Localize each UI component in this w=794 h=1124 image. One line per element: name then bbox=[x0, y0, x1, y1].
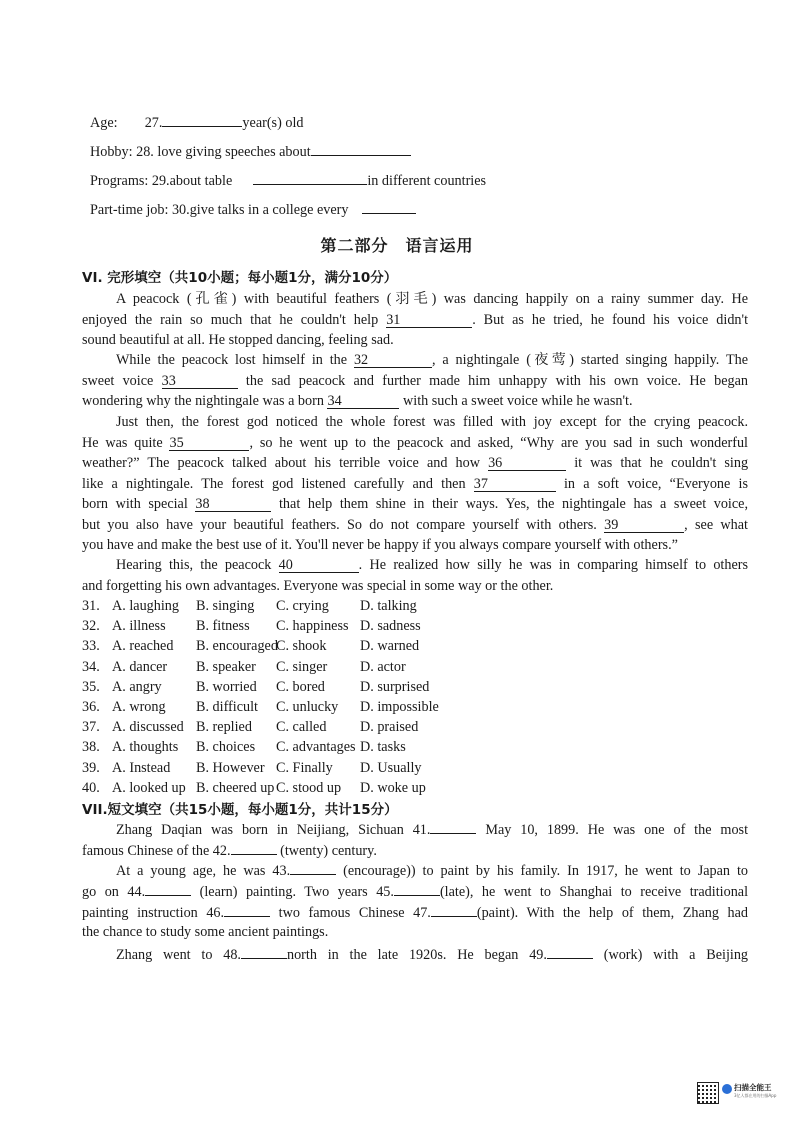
answer-choice[interactable]: D. talking bbox=[360, 598, 417, 614]
job-line: Part-time job: 30.give talks in a college every bbox=[90, 199, 416, 220]
answer-choice[interactable]: B. speaker bbox=[196, 658, 256, 675]
answer-choice[interactable]: B. replied bbox=[196, 719, 252, 736]
option-row bbox=[82, 697, 439, 717]
text-line: A peacock (孔雀) with beautiful feathers (羽毛) was dancing happily on a rainy summer day. He bbox=[116, 291, 748, 307]
answer-choice[interactable]: D. impossible bbox=[360, 699, 439, 715]
answer-choice[interactable]: C. called bbox=[276, 719, 327, 736]
answer-choice[interactable]: B. However bbox=[196, 759, 265, 776]
question-number: 32. bbox=[82, 618, 100, 635]
answer-choice[interactable]: C. stood up bbox=[276, 779, 342, 796]
text-line: He was quite 35 , so he went up to the peacock and asked, “Why are you sad in such wonderful bbox=[82, 435, 749, 451]
answer-choice[interactable]: B. choices bbox=[196, 739, 256, 756]
text-line: wondering why the nightingale was a born 34 with such a sweet voice while he wasn't. bbox=[82, 393, 633, 409]
answer-choice[interactable]: D. praised bbox=[360, 719, 419, 736]
blank-33[interactable]: 33 bbox=[162, 374, 238, 389]
option-row bbox=[82, 616, 421, 636]
question-number: 36. bbox=[82, 699, 100, 715]
age-label: Age: bbox=[90, 115, 118, 131]
text-line: sound beautiful at all. He stopped dancing, feeling sad. bbox=[82, 332, 394, 348]
answer-choice[interactable]: C. Finally bbox=[276, 759, 333, 776]
section7-title: VII.短文填空（共15小题，每小题1分，共计15分） bbox=[82, 802, 398, 818]
option-row bbox=[82, 758, 421, 778]
answer-choice[interactable]: D. surprised bbox=[360, 678, 430, 695]
text-line: famous Chinese of the 42. (twenty) century. bbox=[82, 840, 748, 862]
answer-choice[interactable]: A. dancer bbox=[112, 658, 168, 675]
text-line: weather?” The peacock talked about his terrible voice and how 36 it was that he couldn't sing bbox=[82, 455, 749, 471]
blank-39[interactable]: 39 bbox=[604, 518, 684, 533]
answer-choice[interactable]: B. singing bbox=[196, 598, 255, 614]
blank-46[interactable] bbox=[224, 902, 270, 917]
answer-choice[interactable]: C. bored bbox=[276, 678, 325, 695]
answer-choice[interactable]: C. advantages bbox=[276, 739, 356, 756]
answer-choice[interactable]: C. crying bbox=[276, 598, 329, 614]
answer-choice[interactable]: A. wrong bbox=[112, 699, 166, 715]
answer-choice[interactable]: A. reached bbox=[112, 638, 174, 655]
text-line: you have and make the best use of it. You'll never be happy if you always compare yourself with others.” bbox=[82, 537, 678, 553]
section6-title: VI. 完形填空（共10小题；每小题1分，满分10分） bbox=[82, 270, 398, 286]
hobby-line: Hobby: 28. love giving speeches about bbox=[90, 141, 411, 162]
question-number: 38. bbox=[82, 739, 100, 756]
question-number: 31. bbox=[82, 598, 100, 614]
answer-choice[interactable]: C. shook bbox=[276, 638, 327, 655]
qr-code-icon bbox=[697, 1082, 719, 1104]
blank-32[interactable]: 32 bbox=[354, 353, 432, 368]
text-line: enjoyed the rain so much that he couldn't help 31 . But as he tried, he found his voice didn't bbox=[82, 312, 749, 328]
answer-choice[interactable]: C. singer bbox=[276, 658, 328, 675]
question-number: 35. bbox=[82, 678, 100, 695]
blank-49[interactable] bbox=[547, 944, 593, 959]
answer-choice[interactable]: A. illness bbox=[112, 618, 166, 635]
blank-35[interactable]: 35 bbox=[169, 436, 249, 451]
answer-choice[interactable]: A. looked up bbox=[112, 779, 186, 796]
option-row bbox=[82, 778, 426, 798]
answer-choice[interactable]: C. happiness bbox=[276, 618, 349, 635]
text-line: While the peacock lost himself in the 32 , a nightingale (夜莺) started singing happily. The bbox=[116, 352, 749, 368]
question-number: 40. bbox=[82, 779, 100, 796]
answer-choice[interactable]: A. laughing bbox=[112, 598, 179, 614]
text-line: but you also have your beautiful feathers. So do not compare yourself with others. 39 , see what bbox=[82, 517, 748, 533]
text-line: go on 44. (learn) painting. Two years 45. (late), he went to Shanghai to receive traditional bbox=[82, 881, 748, 903]
option-row bbox=[82, 657, 406, 677]
option-row bbox=[82, 596, 417, 616]
blank-27[interactable] bbox=[162, 112, 242, 127]
text-line: Zhang Daqian was born in Neijiang, Sichuan 41. May 10, 1899. He was one of the most bbox=[82, 819, 748, 841]
answer-choice[interactable]: A. discussed bbox=[112, 719, 184, 736]
answer-choice[interactable]: D. actor bbox=[360, 658, 406, 675]
option-row bbox=[82, 737, 406, 757]
answer-choice[interactable]: A. thoughts bbox=[112, 739, 179, 756]
blank-41[interactable] bbox=[430, 819, 476, 834]
scanner-watermark bbox=[697, 1082, 789, 1106]
answer-choice[interactable]: D. warned bbox=[360, 638, 420, 655]
text-line: At a young age, he was 43. (encourage)) to paint by his family. In 1917, he went to Japan to bbox=[82, 860, 748, 882]
blank-44[interactable] bbox=[145, 881, 191, 896]
answer-choice[interactable]: B. worried bbox=[196, 678, 257, 695]
text-line: Hearing this, the peacock 40 . He realized how silly he was in comparing himself to others bbox=[116, 557, 749, 573]
answer-choice[interactable]: B. fitness bbox=[196, 618, 250, 635]
answer-choice[interactable]: B. encouraged bbox=[196, 638, 278, 655]
text-line: painting instruction 46. two famous Chinese 47. (paint). With the help of them, Zhang had bbox=[82, 902, 748, 924]
blank-47[interactable] bbox=[431, 902, 477, 917]
answer-choice[interactable]: D. Usually bbox=[360, 759, 422, 776]
blank-45[interactable] bbox=[394, 881, 440, 896]
blank-38[interactable]: 38 bbox=[195, 497, 271, 512]
blank-30[interactable] bbox=[362, 199, 416, 214]
answer-choice[interactable]: A. Instead bbox=[112, 759, 171, 776]
answer-choice[interactable]: D. woke up bbox=[360, 779, 426, 796]
part-heading: 第二部分 语言运用 bbox=[320, 236, 474, 255]
age-line: Age: 27. year(s) old bbox=[90, 112, 303, 133]
programs-line: Programs: 29.about table in different countries bbox=[90, 170, 486, 191]
blank-36[interactable]: 36 bbox=[488, 456, 566, 471]
text-line: Zhang went to 48. north in the late 1920s. He began 49. (work) with a Beijing bbox=[82, 944, 748, 966]
question-number: 39. bbox=[82, 759, 100, 776]
option-row bbox=[82, 717, 418, 737]
text-line: the chance to study some ancient paintings. bbox=[82, 924, 329, 940]
option-row bbox=[82, 677, 429, 697]
blank-29[interactable] bbox=[253, 170, 367, 185]
blank-48[interactable] bbox=[241, 944, 287, 959]
answer-choice[interactable]: D. tasks bbox=[360, 739, 406, 756]
text-line: like a nightingale. The forest god listened carefully and then 37 in a soft voice, “Everyone is bbox=[82, 476, 748, 492]
answer-choice[interactable]: B. cheered up bbox=[196, 779, 275, 796]
blank-31[interactable]: 31 bbox=[386, 313, 472, 328]
text-line: Just then, the forest god noticed the whole forest was filled with joy except for the crying peacock. bbox=[116, 414, 748, 430]
brand-subtext: 3亿人都在用的扫描App bbox=[734, 1093, 777, 1098]
question-number: 33. bbox=[82, 638, 100, 655]
blank-37[interactable]: 37 bbox=[474, 477, 556, 492]
answer-choice[interactable]: C. unlucky bbox=[276, 699, 339, 715]
question-number: 34. bbox=[82, 658, 100, 675]
blank-28[interactable] bbox=[311, 141, 411, 156]
blank-40[interactable]: 40 bbox=[279, 558, 359, 573]
text-line: sweet voice 33 the sad peacock and further made him unhappy with his own voice. He began bbox=[82, 373, 749, 389]
brand-text: 扫描全能王 bbox=[734, 1083, 772, 1092]
question-number: 37. bbox=[82, 719, 100, 736]
blank-42[interactable] bbox=[231, 840, 277, 855]
answer-choice[interactable]: D. sadness bbox=[360, 618, 421, 635]
scanner-logo-icon bbox=[722, 1084, 732, 1094]
text-line: born with special 38 that help them shine in their ways. Yes, the nightingale has a sweet voice, bbox=[82, 496, 748, 512]
answer-choice[interactable]: A. angry bbox=[112, 678, 162, 695]
answer-choice[interactable]: B. difficult bbox=[196, 699, 259, 715]
blank-43[interactable] bbox=[290, 860, 336, 875]
text-line: and forgetting his own advantages. Everyone was special in some way or the other. bbox=[82, 578, 554, 594]
blank-34[interactable]: 34 bbox=[327, 394, 399, 409]
option-row bbox=[82, 636, 419, 656]
